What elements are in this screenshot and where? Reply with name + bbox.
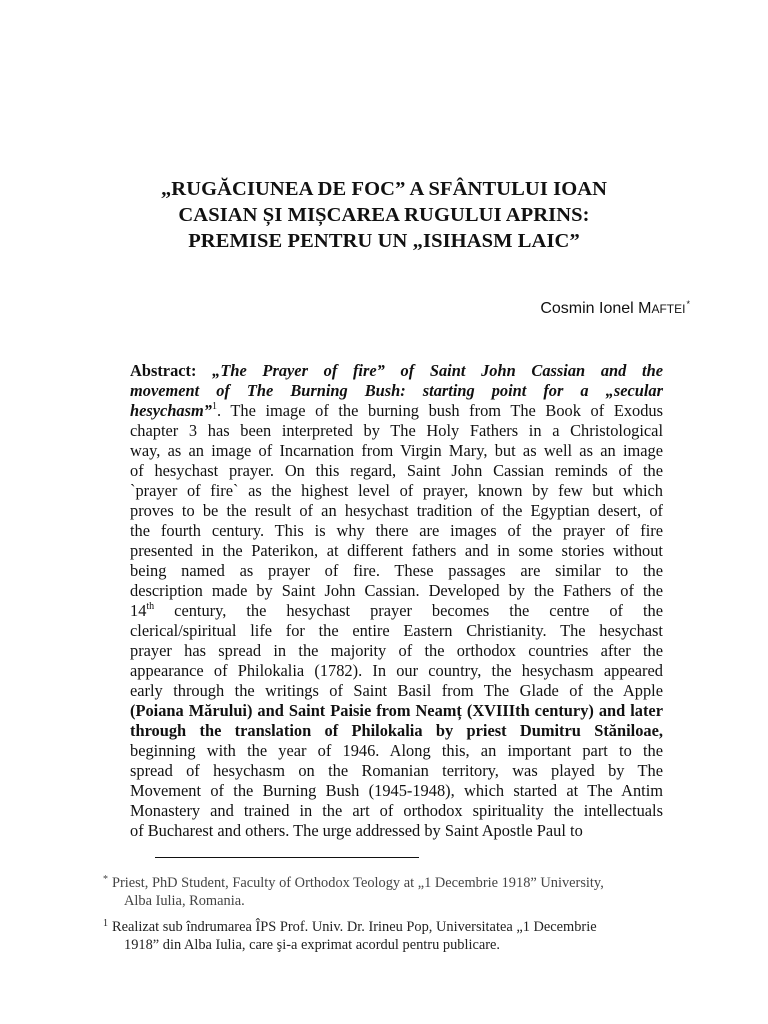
abstract-line (130, 481, 663, 501)
abstract-text: proves to be the result of an hesychast tradition of the Egyptian desert, of (130, 501, 663, 520)
abstract-line (130, 801, 663, 821)
abstract-text: presented in the Paterikon, at different fathers and in some stories without (130, 541, 663, 560)
superscript: th (146, 601, 155, 612)
abstract-text: spread of hesychasm on the Romanian territory, was played by The (130, 761, 663, 780)
abstract-line (130, 581, 663, 601)
article-title (60, 176, 708, 254)
footnote-author (103, 871, 693, 910)
author-surname-rest: AFTEI (651, 302, 686, 316)
abstract-label: Abstract: (130, 361, 197, 380)
abstract-line (130, 621, 663, 641)
abstract-line (130, 641, 663, 661)
title-line-3: PREMISE PENTRU UN „ISIHASM LAIC” (188, 230, 580, 252)
abstract-text: way, as an image of Incarnation from Virgin Mary, but as well as an image (130, 441, 663, 460)
abstract-line (130, 461, 663, 481)
footnote-text: 1918” din Alba Iulia, care şi-a exprimat acordul pentru publicare. (124, 937, 501, 953)
superscript: 1 (211, 401, 217, 412)
footnote-text: Priest, PhD Student, Faculty of Orthodox Teology at „1 Decembrie 1918” University, (112, 875, 604, 891)
footnote-text: Realizat sub îndrumarea ÎPS Prof. Univ. Dr. Irineu Pop, Universitatea „1 Decembrie (112, 919, 597, 935)
abstract-line (130, 741, 663, 761)
abstract-text: of Bucharest and others. The urge addressed by Saint Apostle Paul to (130, 821, 583, 840)
abstract-text: century, the hesychast prayer becomes the centre of the (154, 601, 663, 620)
abstract-line (130, 701, 663, 721)
abstract-line (130, 441, 663, 461)
abstract-text: 14 (130, 601, 147, 620)
abstract-line (130, 781, 663, 801)
abstract-line (130, 761, 663, 781)
author-given: Cosmin Ionel M (540, 300, 652, 317)
abstract-text: Movement of the Burning Bush (1945-1948), which started at The Antim (130, 781, 663, 800)
abstract-text: beginning with the year of 1946. Along this, an important part to the (130, 741, 663, 760)
abstract-text: appearance of Philokalia (1782). In our country, the hesychasm appeared (130, 661, 663, 680)
abstract-text: clerical/spiritual life for the entire Eastern Christianity. The hesychast (130, 621, 663, 640)
footnote-1 (103, 915, 693, 954)
abstract-line (130, 361, 663, 381)
author-footnote-mark: * (686, 299, 690, 309)
abstract (130, 361, 663, 841)
abstract-text: prayer has spread in the majority of the orthodox countries after the (130, 641, 663, 660)
abstract-bold-text: (Poiana Mărului) and Saint Paisie from Neamț (XVIIIth century) and later (130, 701, 663, 720)
abstract-line (130, 721, 663, 741)
abstract-title-text: hesychasm” (130, 401, 212, 420)
abstract-line (130, 601, 663, 621)
footnote-mark: 1 (103, 918, 108, 929)
footnote-divider (155, 857, 419, 858)
abstract-bold-text: through the translation of Philokalia by priest Dumitru Stăniloae, (130, 721, 663, 740)
abstract-text: early through the writings of Saint Basil from The Glade of the Apple (130, 681, 663, 700)
abstract-text: the fourth century. This is why there are images of the prayer of fire (130, 521, 663, 540)
abstract-text: chapter 3 has been interpreted by The Holy Fathers in a Christological (130, 421, 663, 440)
abstract-line (130, 661, 663, 681)
abstract-text: . The image of the burning bush from The Book of Exodus (216, 401, 663, 420)
abstract-title-text: „The Prayer of fire” of Saint John Cassian and the (196, 361, 663, 380)
author-name (540, 299, 690, 318)
abstract-text: being named as prayer of fire. These passages are similar to the (130, 561, 663, 580)
footnote-mark: * (103, 874, 108, 885)
abstract-line (130, 521, 663, 541)
abstract-line (130, 561, 663, 581)
abstract-text: `prayer of fire` as the highest level of prayer, known by few but which (130, 481, 663, 500)
abstract-title-text: movement of The Burning Bush: starting point for a „secular (130, 381, 663, 400)
abstract-text: description made by Saint John Cassian. Developed by the Fathers of the (130, 581, 663, 600)
abstract-line (130, 821, 663, 841)
abstract-line (130, 501, 663, 521)
abstract-line (130, 381, 663, 401)
abstract-line (130, 681, 663, 701)
abstract-line (130, 401, 663, 421)
abstract-line (130, 541, 663, 561)
footnote-text: Alba Iulia, Romania. (124, 893, 245, 909)
title-line-2: CASIAN ȘI MIȘCAREA RUGULUI APRINS: (178, 204, 590, 226)
abstract-text: Monastery and trained in the art of orthodox spirituality the intellectuals (130, 801, 663, 820)
title-line-1: „RUGĂCIUNEA DE FOC” A SFÂNTULUI IOAN (160, 178, 608, 200)
abstract-line (130, 421, 663, 441)
abstract-text: of hesychast prayer. On this regard, Saint John Cassian reminds of the (130, 461, 663, 480)
